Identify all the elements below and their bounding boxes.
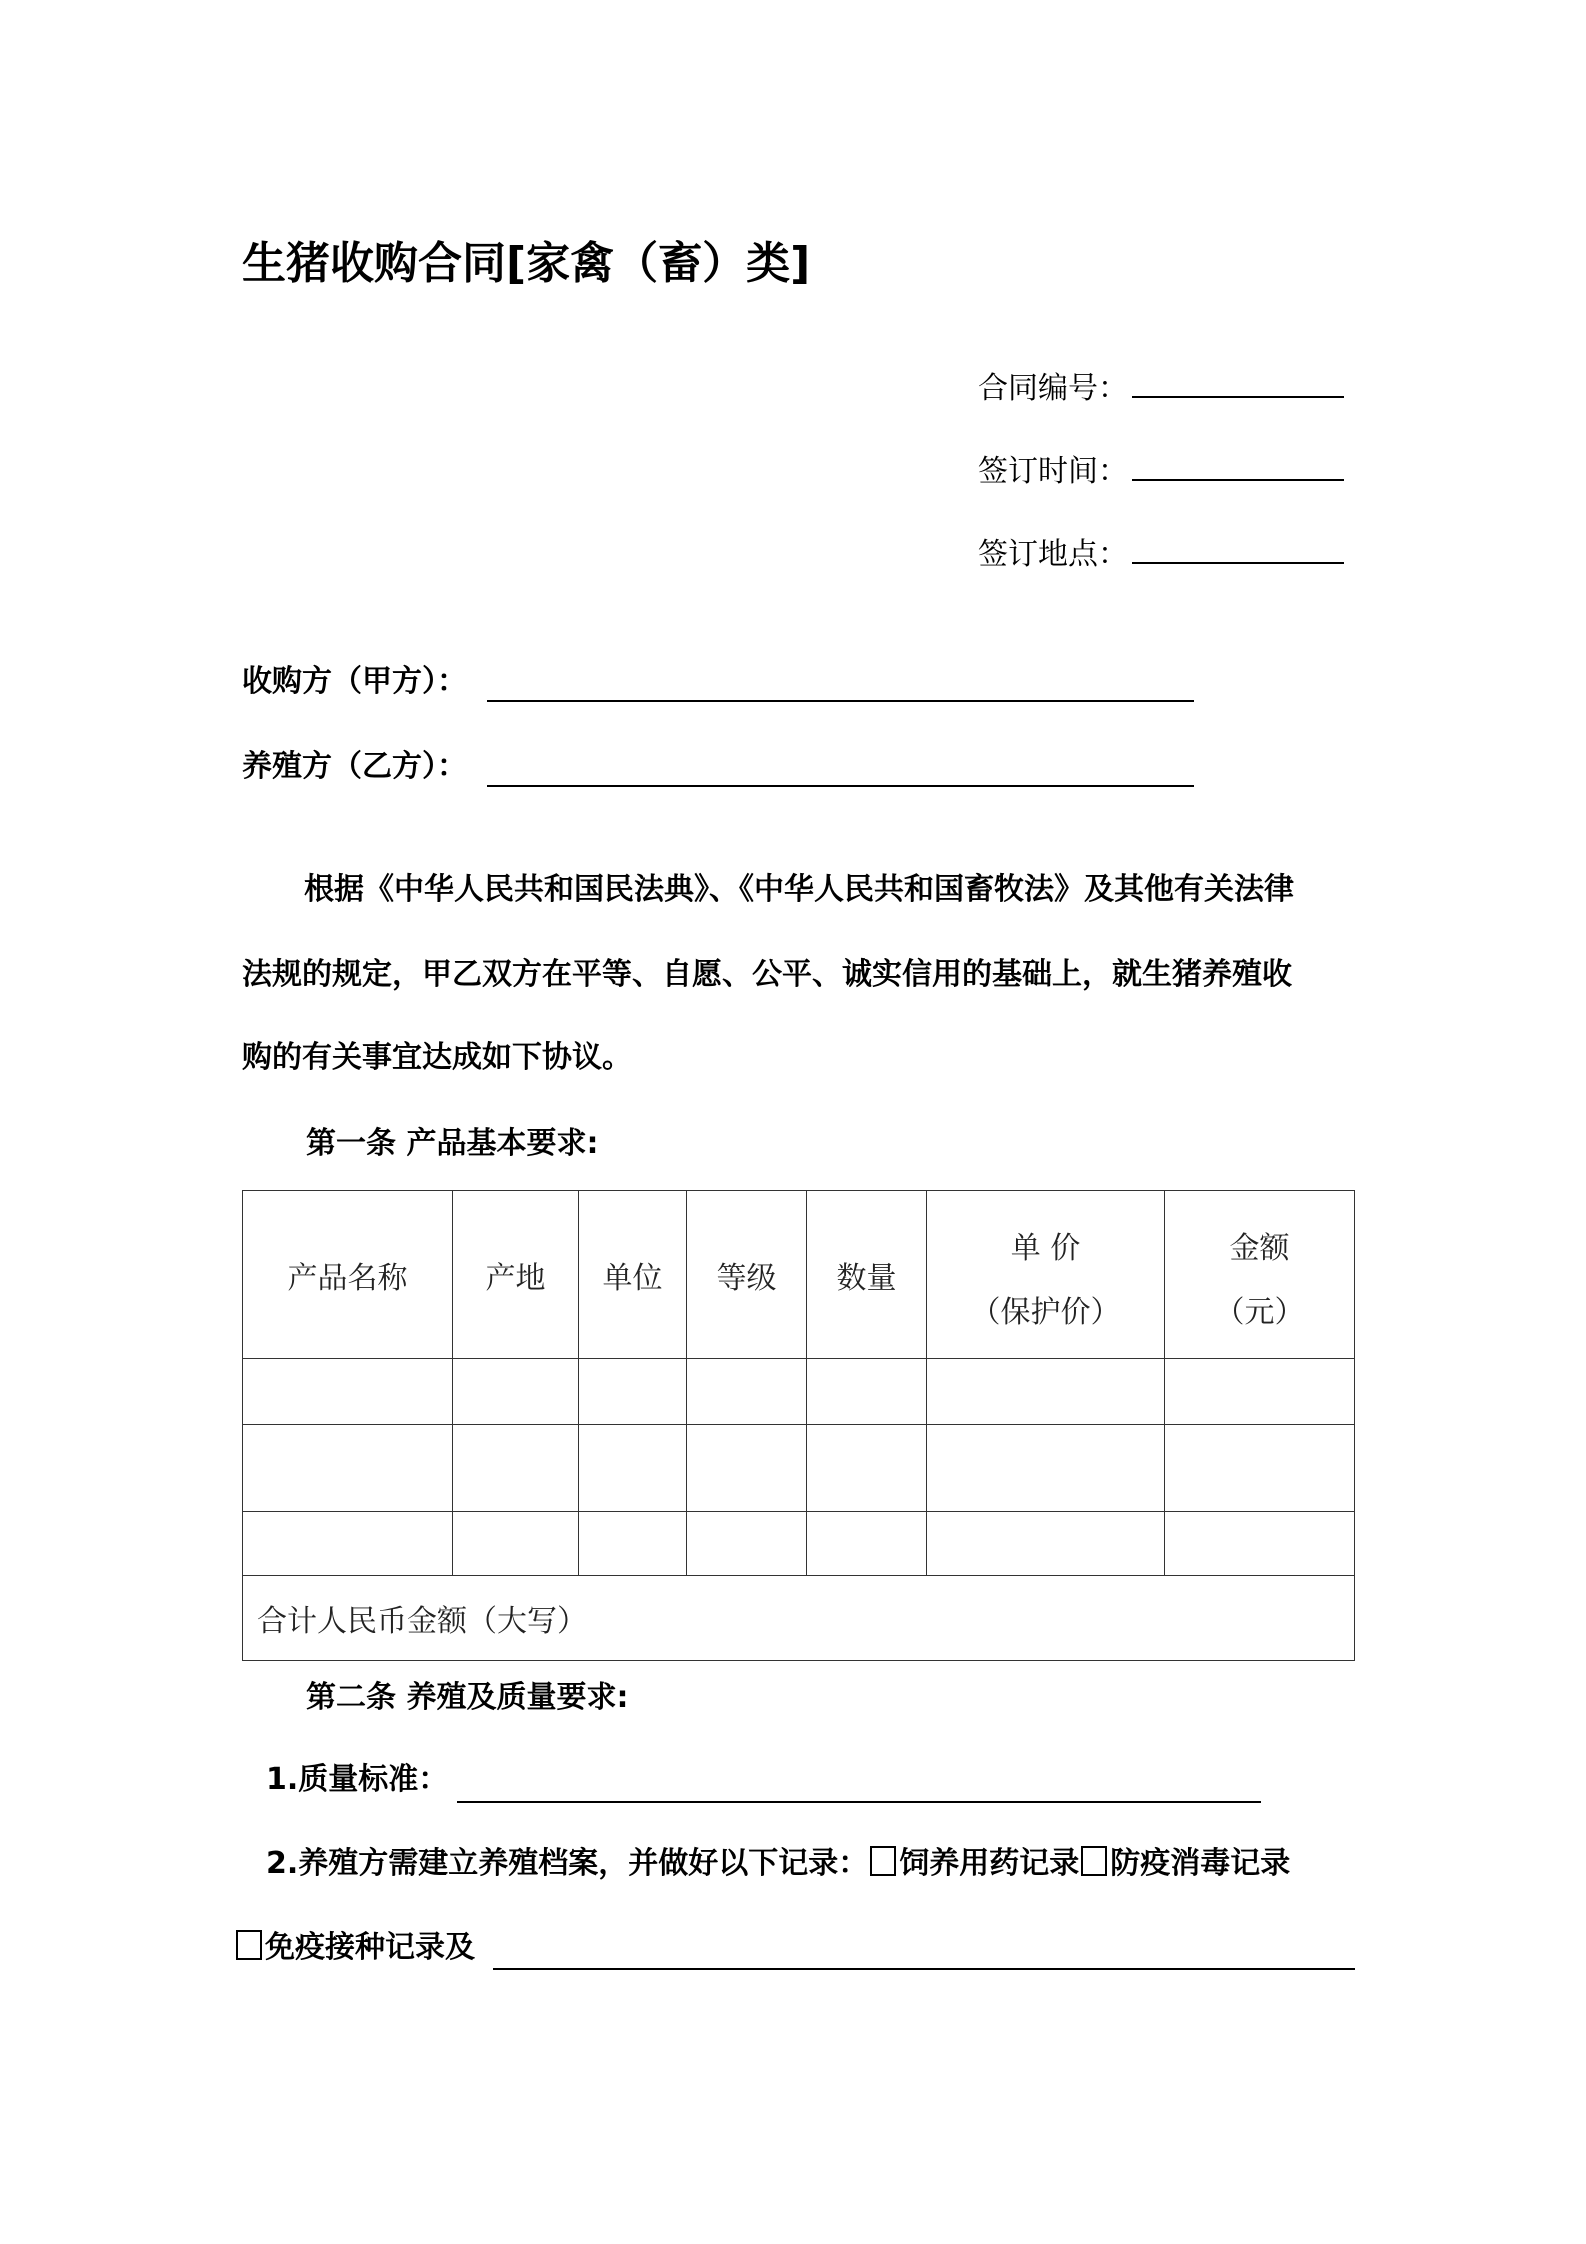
other-records-field[interactable]	[493, 1968, 1355, 1970]
table-cell[interactable]	[453, 1425, 579, 1512]
buyer-label: 收购方（甲方）：	[242, 664, 467, 699]
immunization-label: 免疫接种记录及	[265, 1930, 475, 1965]
disinfection-label: 防疫消毒记录	[1110, 1846, 1291, 1881]
table-cell[interactable]	[807, 1359, 927, 1425]
header-unit-price-line1: 单 价	[1010, 1230, 1081, 1266]
records-text: 2.养殖方需建立养殖档案，并做好以下记录：	[266, 1846, 869, 1881]
sign-place-row	[978, 532, 1344, 577]
header-grade: 等级	[687, 1191, 807, 1359]
sign-place-label: 签订地点：	[978, 537, 1128, 572]
table-header-row	[243, 1191, 1355, 1359]
article-1-heading: 第一条 产品基本要求:	[306, 1126, 599, 1161]
table-cell[interactable]	[579, 1359, 687, 1425]
intro-line-2: 法规的规定，甲乙双方在平等、自愿、公平、诚实信用的基础上，就生猪养殖收	[242, 957, 1292, 992]
buyer-field[interactable]	[487, 700, 1194, 702]
immunization-checkbox[interactable]	[236, 1930, 262, 1960]
table-total-row	[243, 1576, 1355, 1661]
breeder-field[interactable]	[487, 785, 1194, 787]
table-cell[interactable]	[243, 1512, 453, 1576]
buyer-row	[242, 660, 467, 704]
table-cell[interactable]	[807, 1425, 927, 1512]
immunization-line	[234, 1926, 475, 1970]
table-cell[interactable]	[579, 1425, 687, 1512]
records-line	[266, 1842, 1290, 1886]
product-table	[242, 1190, 1355, 1661]
table-cell[interactable]	[807, 1512, 927, 1576]
table-cell[interactable]	[453, 1359, 579, 1425]
quality-standard-field[interactable]	[457, 1801, 1261, 1803]
page-title: 生猪收购合同[家禽（畜）类]	[242, 238, 811, 289]
intro-line-3: 购的有关事宜达成如下协议。	[242, 1040, 632, 1075]
table-cell[interactable]	[687, 1359, 807, 1425]
total-amount-cell[interactable]: 合计人民币金额（大写）	[243, 1576, 1355, 1661]
header-product-name: 产品名称	[243, 1191, 453, 1359]
header-unit-price	[927, 1191, 1165, 1359]
header-amount-line2: （元）	[1214, 1294, 1305, 1330]
header-unit-price-line2: （保护价）	[970, 1294, 1121, 1330]
feeding-medication-label: 饲养用药记录	[899, 1846, 1080, 1881]
breeder-row	[242, 745, 467, 789]
table-cell[interactable]	[1165, 1425, 1355, 1512]
table-cell[interactable]	[687, 1512, 807, 1576]
table-row	[243, 1512, 1355, 1576]
table-cell[interactable]	[579, 1512, 687, 1576]
disinfection-checkbox[interactable]	[1081, 1846, 1107, 1876]
header-amount-line1: 金额	[1229, 1230, 1290, 1266]
table-row	[243, 1425, 1355, 1512]
feeding-medication-checkbox[interactable]	[870, 1846, 896, 1876]
sign-time-row	[978, 449, 1344, 494]
table-cell[interactable]	[1165, 1359, 1355, 1425]
header-origin: 产地	[453, 1191, 579, 1359]
contract-number-field[interactable]	[1132, 366, 1344, 398]
quality-standard-label: 1.质量标准：	[266, 1762, 449, 1797]
breeder-label: 养殖方（乙方）：	[242, 749, 467, 784]
article-2-heading: 第二条 养殖及质量要求:	[306, 1680, 629, 1715]
sign-time-label: 签订时间：	[978, 454, 1128, 489]
header-unit: 单位	[579, 1191, 687, 1359]
sign-time-field[interactable]	[1132, 449, 1344, 481]
header-amount	[1165, 1191, 1355, 1359]
table-cell[interactable]	[243, 1359, 453, 1425]
intro-line-1: 根据《中华人民共和国民法典》、《中华人民共和国畜牧法》及其他有关法律	[304, 872, 1294, 907]
sign-place-field[interactable]	[1132, 532, 1344, 564]
table-cell[interactable]	[927, 1425, 1165, 1512]
table-cell[interactable]	[453, 1512, 579, 1576]
table-row	[243, 1359, 1355, 1425]
table-cell[interactable]	[1165, 1512, 1355, 1576]
table-cell[interactable]	[687, 1425, 807, 1512]
header-quantity: 数量	[807, 1191, 927, 1359]
contract-number-row	[978, 366, 1344, 411]
table-cell[interactable]	[243, 1425, 453, 1512]
contract-number-label: 合同编号：	[978, 371, 1128, 406]
table-cell[interactable]	[927, 1359, 1165, 1425]
table-cell[interactable]	[927, 1512, 1165, 1576]
